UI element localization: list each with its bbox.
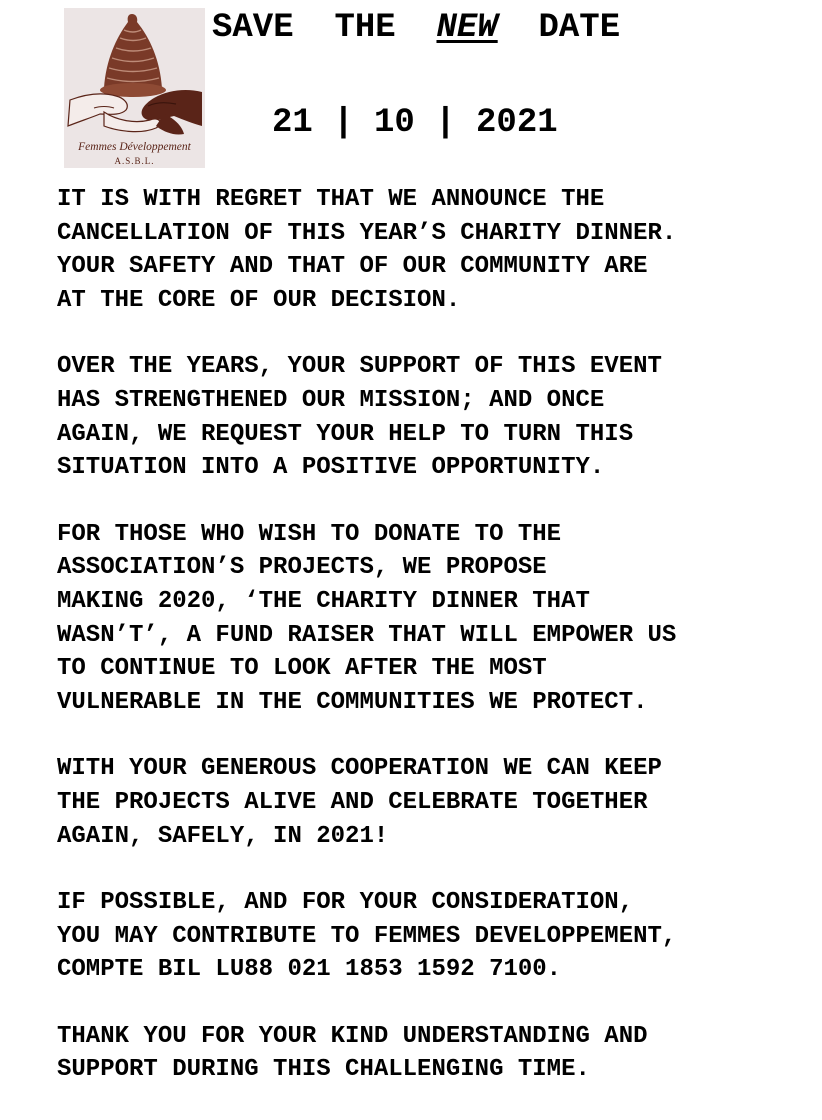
text-line: SITUATION INTO A POSITIVE OPPORTUNITY. <box>57 454 605 482</box>
text-line: IF POSSIBLE, AND FOR YOUR CONSIDERATION, <box>57 889 634 917</box>
paragraph-bank-account <box>57 886 817 987</box>
paragraph-cooperation <box>57 752 817 853</box>
text-line: CANCELLATION OF THIS YEAR’S CHARITY DINNER. <box>57 219 677 247</box>
letter-body <box>57 183 817 1120</box>
organization-logo <box>64 8 205 168</box>
text-line: FOR THOSE WHO WISH TO DONATE TO THE <box>57 520 562 548</box>
text-line: THE PROJECTS ALIVE AND CELEBRATE TOGETHER <box>57 788 648 816</box>
text-line: ASSOCIATION’S PROJECTS, WE PROPOSE <box>57 554 547 582</box>
text-line: AT THE CORE OF OUR DECISION. <box>57 286 461 314</box>
headline-date: DATE <box>538 9 621 47</box>
text-line: YOU MAY CONTRIBUTE TO FEMMES DEVELOPPEMENT, <box>57 922 677 950</box>
text-line: OVER THE YEARS, YOUR SUPPORT OF THIS EVENT <box>57 353 662 381</box>
paragraph-support <box>57 350 817 484</box>
paragraph-cancellation <box>57 183 817 317</box>
text-line: IT IS WITH REGRET THAT WE ANNOUNCE THE <box>57 186 605 213</box>
text-line: YOUR SAFETY AND THAT OF OUR COMMUNITY ARE <box>57 253 648 281</box>
text-line: AGAIN, SAFELY, IN 2021! <box>57 822 389 850</box>
text-line: WITH YOUR GENEROUS COOPERATION WE CAN KEEP <box>57 755 662 783</box>
text-line: SUPPORT DURING THIS CHALLENGING TIME. <box>57 1056 590 1084</box>
event-date: 21 | 10 | 2021 <box>272 104 558 142</box>
logo-legal-form: A.S.B.L. <box>114 156 155 166</box>
text-line: HAS STRENGTHENED OUR MISSION; AND ONCE <box>57 386 605 414</box>
text-line: THANK YOU FOR YOUR KIND UNDERSTANDING AND <box>57 1022 648 1050</box>
headline-save: SAVE <box>212 9 294 47</box>
paragraph-donation <box>57 518 817 720</box>
headline-the: THE <box>334 9 396 47</box>
paragraph-thanks <box>57 1020 817 1087</box>
text-line: TO CONTINUE TO LOOK AFTER THE MOST <box>57 655 547 683</box>
text-line: AGAIN, WE REQUEST YOUR HELP TO TURN THIS <box>57 420 634 448</box>
text-line: MAKING 2020, ‘THE CHARITY DINNER THAT <box>57 587 590 615</box>
text-line: VULNERABLE IN THE COMMUNITIES WE PROTECT. <box>57 688 648 716</box>
headline-new: NEW <box>436 9 498 47</box>
headline <box>212 8 620 48</box>
text-line: COMPTE BIL LU88 021 1853 1592 7100. <box>57 956 562 984</box>
logo-organization-name: Femmes Développement <box>78 141 191 153</box>
text-line: WASN’T’, A FUND RAISER THAT WILL EMPOWER US <box>57 621 677 649</box>
